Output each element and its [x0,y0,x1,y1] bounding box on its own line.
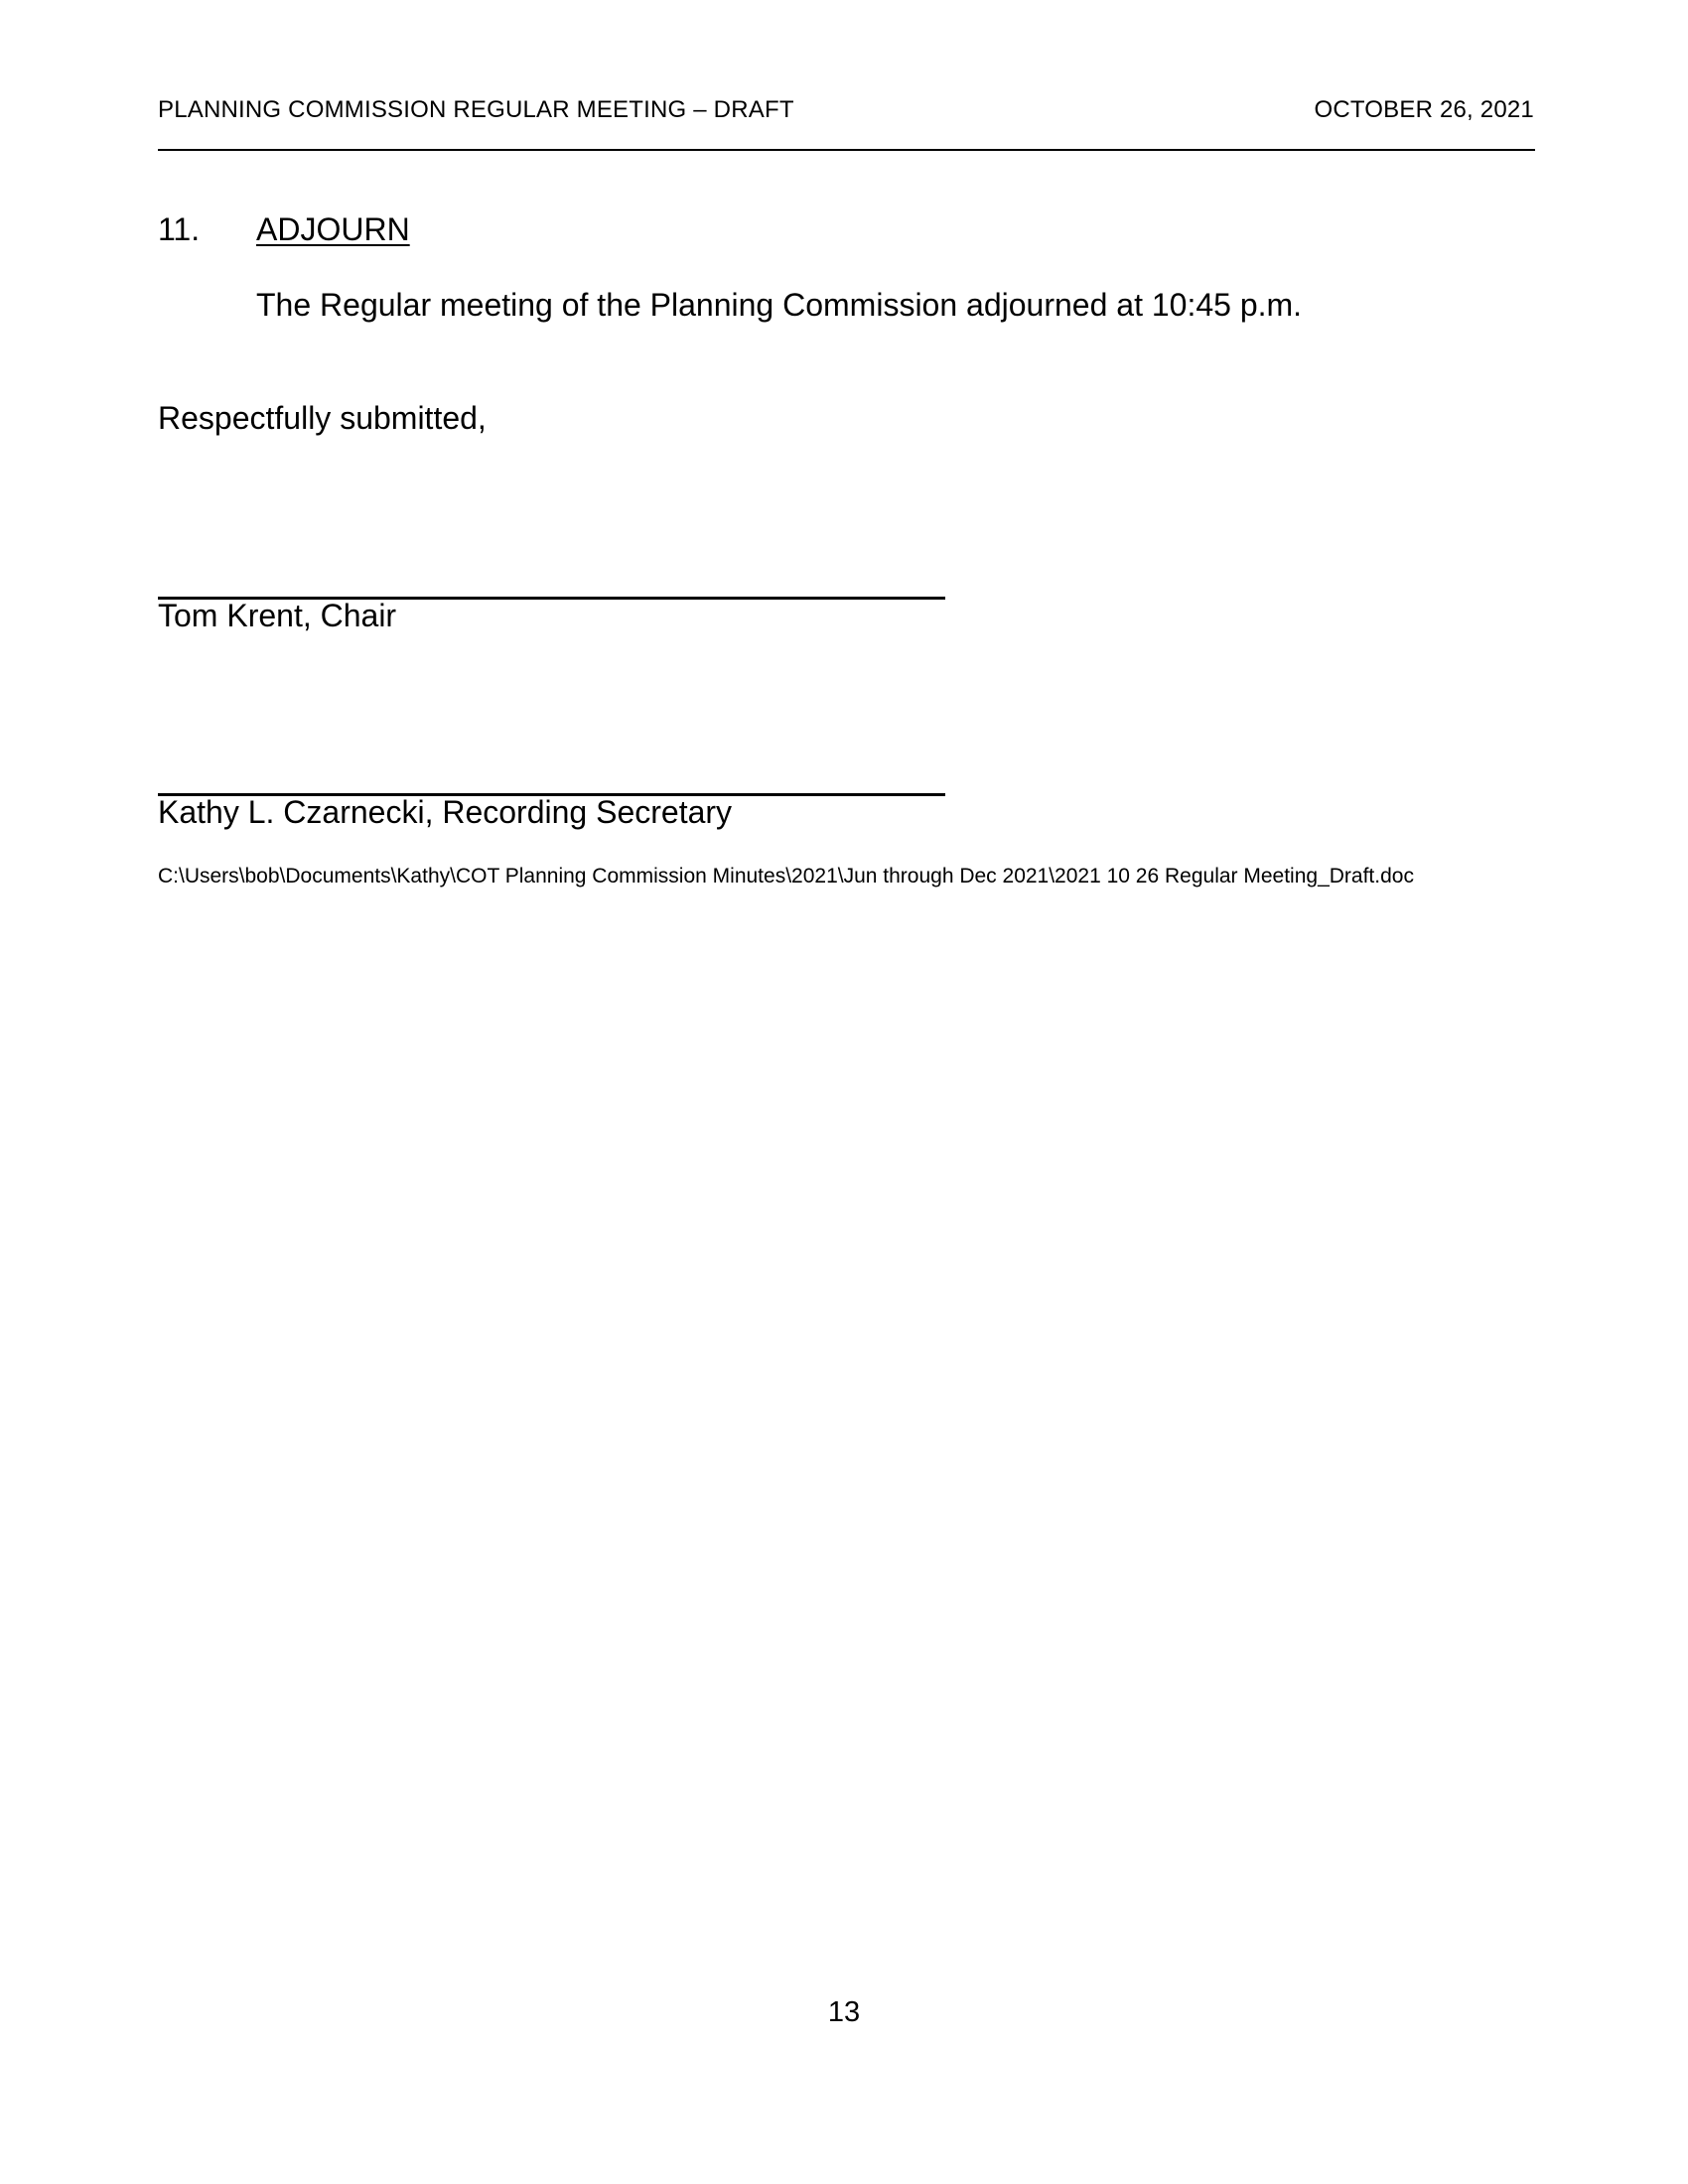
section-body: The Regular meeting of the Planning Commission adjourned at 10:45 p.m. [256,287,1303,323]
closing-text: Respectfully submitted, [158,400,487,436]
header-title: PLANNING COMMISSION REGULAR MEETING – DRAFT [158,96,794,123]
file-path: C:\Users\bob\Documents\Kathy\COT Planning Commission Minutes\2021\Jun through Dec 2021\2021 10 26 Regular Meeting_Draft.doc [158,865,1414,887]
page-number: 13 [827,1996,861,2028]
section-number: 11. [158,211,201,247]
signature-name-chair: Tom Krent, Chair [158,598,397,633]
header-date: OCTOBER 26, 2021 [1314,96,1534,123]
header-divider [158,149,1535,151]
section-title: ADJOURN [256,211,410,247]
signature-name-secretary: Kathy L. Czarnecki, Recording Secretary [158,794,733,830]
